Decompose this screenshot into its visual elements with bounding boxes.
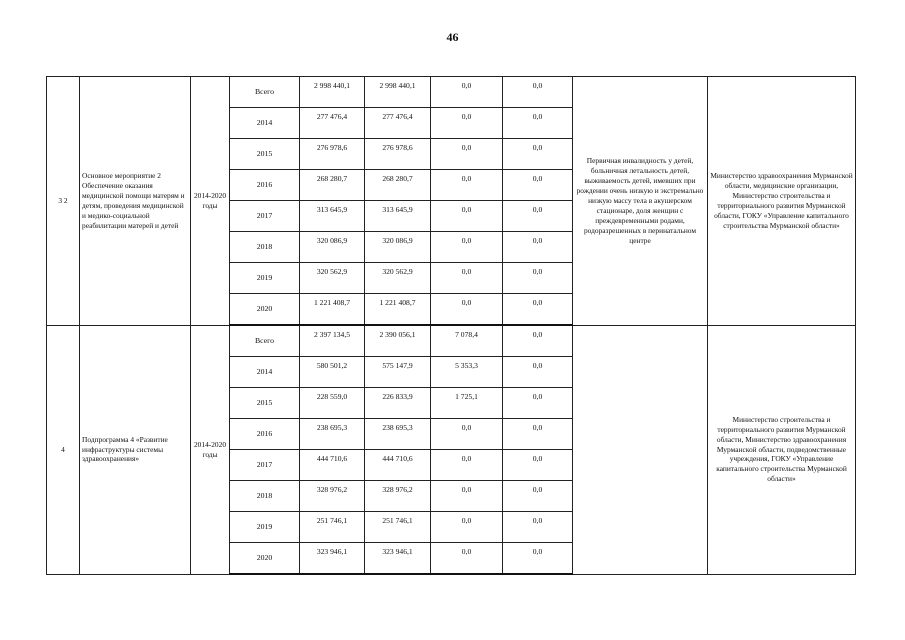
- other-cell: 0,0: [532, 142, 543, 152]
- federal-cell-box: [431, 543, 503, 575]
- regional-cell-box: [365, 419, 431, 450]
- other-cell: 0,0: [532, 173, 543, 183]
- section-number: 4: [47, 325, 80, 574]
- total-cell-box: [300, 357, 365, 388]
- regional-cell: 238 695,3: [382, 422, 413, 432]
- federal-cell: 0,0: [461, 111, 472, 121]
- total-cell-box: [300, 263, 365, 294]
- total-cell-box: [300, 77, 365, 108]
- federal-cell-box: [431, 77, 503, 108]
- other-cell-box: [503, 201, 573, 232]
- year-cell-box: [230, 108, 300, 139]
- other-cell: 0,0: [532, 515, 543, 525]
- other-cell-box: [503, 232, 573, 263]
- regional-cell: 251 746,1: [382, 515, 413, 525]
- year-cell: Всего: [254, 335, 275, 345]
- total-cell: 2 998 440,1: [313, 80, 351, 90]
- federal-cell: 0,0: [461, 484, 472, 494]
- other-cell-box: [503, 543, 573, 575]
- regional-cell: 328 976,2: [382, 484, 413, 494]
- year-cell: 2017: [256, 210, 273, 220]
- regional-cell: 575 147,9: [382, 360, 413, 370]
- total-cell-box: [300, 170, 365, 201]
- regional-cell: 320 562,9: [382, 266, 413, 276]
- other-cell: 0,0: [532, 329, 543, 339]
- total-cell: 268 280,7: [316, 173, 348, 183]
- total-cell-box: [300, 232, 365, 263]
- total-cell-box: [300, 139, 365, 170]
- year-cell: 2015: [256, 397, 273, 407]
- federal-cell: 0,0: [461, 204, 472, 214]
- target-indicator: Первичная инвалидность у детей, больничная летальность детей, выживаемость детей, имевших при рождении очень низкую и экстремально низкую массу тела в акушерском стационаре, доля женщин с преждевременными родами, родоразрешенных в перинатальном центре: [573, 77, 708, 326]
- federal-cell: 0,0: [461, 266, 472, 276]
- year-cell-box: [230, 77, 300, 108]
- other-cell: 0,0: [532, 546, 543, 556]
- year-cell-box: [230, 201, 300, 232]
- federal-cell-box: [431, 294, 503, 326]
- other-cell: 0,0: [532, 360, 543, 370]
- other-cell-box: [503, 388, 573, 419]
- total-cell: 320 562,9: [316, 266, 348, 276]
- year-cell-box: [230, 263, 300, 294]
- federal-cell: 0,0: [461, 80, 472, 90]
- other-cell-box: [503, 77, 573, 108]
- year-cell: 2019: [256, 272, 273, 282]
- total-cell-box: [300, 108, 365, 139]
- year-cell-box: [230, 325, 300, 357]
- total-cell: 313 645,9: [316, 204, 348, 214]
- regional-cell-box: [365, 77, 431, 108]
- total-cell-box: [300, 201, 365, 232]
- federal-cell-box: [431, 450, 503, 481]
- regional-cell: 2 998 440,1: [379, 80, 416, 90]
- other-cell: 0,0: [532, 297, 543, 307]
- regional-cell-box: [365, 357, 431, 388]
- year-cell-box: [230, 543, 300, 575]
- section-period: 2014-2020 годы: [191, 325, 230, 574]
- page-number: 46: [446, 30, 459, 44]
- federal-cell-box: [431, 357, 503, 388]
- regional-cell-box: [365, 263, 431, 294]
- year-cell-box: [230, 419, 300, 450]
- regional-cell: 2 390 056,1: [379, 329, 416, 339]
- regional-cell: 313 645,9: [382, 204, 413, 214]
- total-cell-box: [300, 481, 365, 512]
- total-cell: 228 559,0: [316, 391, 348, 401]
- other-cell: 0,0: [532, 391, 543, 401]
- federal-cell-box: [431, 388, 503, 419]
- year-cell: 2014: [256, 117, 273, 127]
- other-cell-box: [503, 357, 573, 388]
- federal-cell: 7 078,4: [455, 329, 478, 339]
- total-cell: 444 710,6: [316, 453, 348, 463]
- year-cell: 2018: [256, 490, 273, 500]
- other-cell: 0,0: [532, 453, 543, 463]
- table-row: [47, 77, 856, 108]
- table-row: [47, 325, 856, 357]
- year-cell: 2015: [256, 148, 273, 158]
- federal-cell-box: [431, 170, 503, 201]
- federal-cell-box: [431, 512, 503, 543]
- regional-cell-box: [365, 108, 431, 139]
- year-cell: 2016: [256, 179, 273, 189]
- federal-cell: 0,0: [461, 546, 472, 556]
- regional-cell-box: [365, 139, 431, 170]
- regional-cell-box: [365, 543, 431, 575]
- federal-cell-box: [431, 201, 503, 232]
- other-cell-box: [503, 419, 573, 450]
- regional-cell: 277 476,4: [382, 111, 413, 121]
- year-cell: 2018: [256, 241, 273, 251]
- other-cell-box: [503, 294, 573, 326]
- total-cell: 276 978,6: [316, 142, 348, 152]
- year-cell: 2017: [256, 459, 273, 469]
- total-cell: 328 976,2: [316, 484, 348, 494]
- total-cell-box: [300, 512, 365, 543]
- other-cell-box: [503, 512, 573, 543]
- regional-cell: 320 086,9: [382, 235, 413, 245]
- total-cell: 323 946,1: [316, 546, 348, 556]
- regional-cell: 323 946,1: [382, 546, 413, 556]
- total-cell: 277 476,4: [316, 111, 348, 121]
- total-cell-box: [300, 543, 365, 575]
- total-cell: 251 746,1: [316, 515, 348, 525]
- federal-cell-box: [431, 419, 503, 450]
- federal-cell: 1 725,1: [455, 391, 478, 401]
- other-cell: 0,0: [532, 235, 543, 245]
- section-name: Подпрограмма 4 «Развитие инфраструктуры системы здравоохранения»: [80, 325, 191, 574]
- other-cell-box: [503, 481, 573, 512]
- regional-cell-box: [365, 201, 431, 232]
- federal-cell-box: [431, 108, 503, 139]
- year-cell: 2019: [256, 521, 273, 531]
- other-cell: 0,0: [532, 422, 543, 432]
- other-cell-box: [503, 263, 573, 294]
- other-cell: 0,0: [532, 80, 543, 90]
- regional-cell: 226 833,9: [382, 391, 413, 401]
- federal-cell: 0,0: [461, 235, 472, 245]
- year-cell-box: [230, 450, 300, 481]
- federal-cell: 0,0: [461, 297, 472, 307]
- federal-cell-box: [431, 139, 503, 170]
- federal-cell: 0,0: [461, 173, 472, 183]
- regional-cell-box: [365, 325, 431, 357]
- other-cell: 0,0: [532, 204, 543, 214]
- federal-cell-box: [431, 481, 503, 512]
- executors: Министерство здравоохранения Мурманской области, медицинские организации, Министерство строительства и территориального развития Мурманской области, ГОКУ «Управление капитального строительства Мурманской области»: [708, 77, 856, 326]
- total-cell: 238 695,3: [316, 422, 348, 432]
- total-cell-box: [300, 388, 365, 419]
- regional-cell-box: [365, 512, 431, 543]
- section-name: Основное мероприятие 2 Обеспечение оказания медицинской помощи матерям и детям, проведения медицинской и медико-социальной реабилитации матерей и детей: [80, 77, 191, 326]
- other-cell: 0,0: [532, 266, 543, 276]
- other-cell-box: [503, 139, 573, 170]
- regional-cell-box: [365, 232, 431, 263]
- section-period: 2014-2020 годы: [191, 77, 230, 326]
- regional-cell-box: [365, 450, 431, 481]
- year-cell: 2016: [256, 428, 273, 438]
- federal-cell-box: [431, 232, 503, 263]
- year-cell-box: [230, 139, 300, 170]
- regional-cell: 444 710,6: [382, 453, 413, 463]
- other-cell: 0,0: [532, 484, 543, 494]
- federal-cell: 0,0: [461, 515, 472, 525]
- other-cell-box: [503, 450, 573, 481]
- total-cell: 1 221 408,7: [313, 297, 351, 307]
- year-cell-box: [230, 232, 300, 263]
- regional-cell-box: [365, 481, 431, 512]
- regional-cell: 276 978,6: [382, 142, 413, 152]
- section-number: 3 2: [47, 77, 80, 326]
- executors: Министерство строительства и территориального развития Мурманской области, Министерство здравоохранения Мурманской области, подведомственные учреждения, ГОКУ «Управление капитального строительства Мурманской области»: [708, 325, 856, 574]
- federal-cell-box: [431, 263, 503, 294]
- total-cell-box: [300, 294, 365, 326]
- regional-cell: 1 221 408,7: [379, 297, 416, 307]
- regional-cell-box: [365, 170, 431, 201]
- year-cell-box: [230, 481, 300, 512]
- program-table: [46, 76, 856, 575]
- year-cell: 2020: [256, 552, 273, 562]
- federal-cell: 5 353,3: [455, 360, 478, 370]
- regional-cell: 268 280,7: [382, 173, 413, 183]
- total-cell: 320 086,9: [316, 235, 348, 245]
- other-cell-box: [503, 170, 573, 201]
- year-cell-box: [230, 357, 300, 388]
- target-indicator: [573, 325, 708, 574]
- regional-cell-box: [365, 294, 431, 326]
- federal-cell: 0,0: [461, 453, 472, 463]
- other-cell-box: [503, 108, 573, 139]
- year-cell: Всего: [254, 86, 275, 96]
- regional-cell-box: [365, 388, 431, 419]
- year-cell: 2020: [256, 303, 273, 313]
- federal-cell-box: [431, 325, 503, 357]
- year-cell-box: [230, 294, 300, 326]
- federal-cell: 0,0: [461, 142, 472, 152]
- federal-cell: 0,0: [461, 422, 472, 432]
- other-cell-box: [503, 325, 573, 357]
- year-cell-box: [230, 388, 300, 419]
- total-cell: 2 397 134,5: [313, 329, 351, 339]
- year-cell-box: [230, 170, 300, 201]
- year-cell-box: [230, 512, 300, 543]
- total-cell: 580 501,2: [316, 360, 348, 370]
- total-cell-box: [300, 325, 365, 357]
- total-cell-box: [300, 450, 365, 481]
- year-cell: 2014: [256, 366, 273, 376]
- other-cell: 0,0: [532, 111, 543, 121]
- total-cell-box: [300, 419, 365, 450]
